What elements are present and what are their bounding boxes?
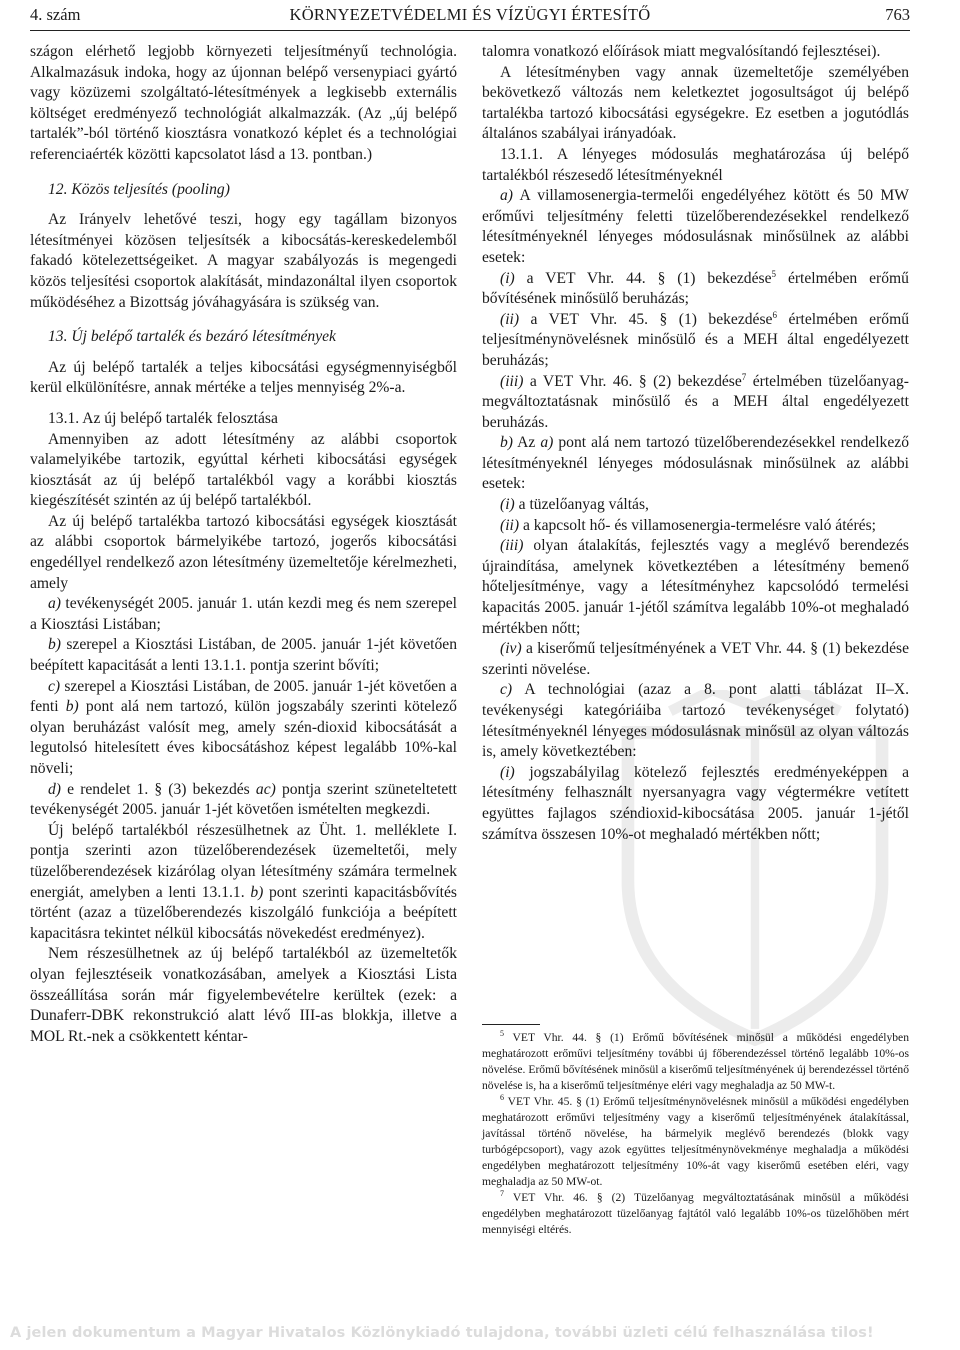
footnotes [482,1030,909,1238]
list-label: b) [500,434,513,452]
left-column [30,42,457,1047]
journal-title: KÖRNYEZETVÉDELMI ÉS VÍZÜGYI ÉRTESÍTŐ [289,5,651,24]
list-text: tevékenységét 2005. január 1. után kezdi meg és nem szerepel a Kiosztási Listában; [30,595,457,633]
list-label: (ii) [500,310,520,328]
list-item [482,680,909,762]
list-item [482,639,909,680]
footnote-number: 6 [500,1093,504,1103]
list-item [482,186,909,268]
footnote-ref: 6 [772,309,777,320]
list-label: (iii) [500,372,524,390]
list-item [482,310,909,372]
list-text: a kapcsolt hő- és villamosenergia-termelésre való átérés; [522,516,876,534]
paragraph: Az új belépő tartalék a teljes kibocsátási egységmennyiségből kerül elkülönítésre, annak mértéke a teljes mennyiség 2%-a. [30,358,457,397]
list-item [482,495,909,516]
list-item [482,433,909,495]
paragraph: szágon elérhető legjobb környezeti teljesítményű technológia. Alkalmazásuk indoka, hogy az újonnan belépő versenypiaci gyártó vagy közüzemi szolgáltató-létesítmények a legkisebb externális költséget eredményező technológiát alkalmazzák. (Az „új belépő tartalék”-ból történő kiosztásra vonatkozó képlet és a technológiai referenciaérték közötti kapcsolatot lásd a 13. pontban.) [30,43,457,163]
issue-number: 4. szám [30,5,81,24]
list-text: pont alá nem tartozó, külön jogszabály szerinti kötelező olyan beruházást valósít meg, amely szén-dioxid kibocsátását a legutolsó hitelesített éves kibocsátáshoz képest legalább 10%-kal növeli; [30,698,457,777]
list-item [482,516,909,537]
list-label: (i) [500,269,515,287]
paragraph: Amennyiben az adott létesítmény az alábbi csoportok valamelyikébe tartozik, egyúttal kérheti kibocsátási egységek kiosztását az új belépő tartalékból vagy a korábbi kiosztás kiegészítését szintén az új belépő tartalékból. [30,430,457,510]
paragraph: A létesítményben vagy annak üzemeltetője személyében bekövetkező változás nem keletkeztet jogosultságot új belépő tartalékba tartozó kibocsátási egységekre. Ez esetben a jogutódlás általános szabályai irányadóak. [482,63,909,143]
footnote-text: VET Vhr. 46. § (2) Tüzelőanyag megváltoztatásának minősül a működési engedélyben meghatározott tüzelőanyag fajtától való legalább 10%-os tüzelőhöben mért mennyiségi eltérés. [482,1191,909,1236]
footnote [482,1030,909,1094]
list-text: jogszabályilag kötelező fejlesztés eredményeképpen a létesítmény felhasznált nyersanyagra vagy végtermékre vetített együttes fajlagos széndioxid-kibocsátása 2005. január 1-jétől számítva összesen 10%-ot meghaladó mértékben nőtt; [482,763,909,843]
list-item [482,269,909,310]
copyright-notice: A jelen dokumentum a Magyar Hivatalos Közlönykiadó tulajdona, további üzleti célú felhasználása tilos! [10,1325,874,1341]
list-text: értelmében erőmű teljesítménynövelésnek minősülő és a MEH által engedélyezett beruházás; [482,310,909,369]
list-item [30,635,457,676]
list-label: b) [48,636,61,654]
footnote-number: 7 [500,1189,504,1199]
list-text: a VET Vhr. 46. § (2) bekezdése [529,372,742,390]
list-text: olyan átalakítás, fejlesztés vagy a meglévő berendezés újraindítása, amelynek következtében a létesítmény bemenő hőteljesítménye, vagy a létesítményhez kapcsolódó termelési kapacitás 2005. január 1-jétől számítva legalább 10%-ot meghaladó mértékben nőtt; [482,537,909,637]
list-text: a tüzelőanyag váltás, [518,496,649,514]
list-item [30,594,457,635]
footnote [482,1190,909,1238]
section-heading-12: 12. Közös teljesítés (pooling) [48,180,230,198]
list-label: (iii) [500,537,524,555]
list-text: A technológiai (azaz a 8. pont alatti táblázat II–X. tevékenységi kategóriáiba tartozó tevékenységet folytató) létesítményeknél lényeges módosulásnak minősül az olyan változás is, amely következtében: [482,681,909,761]
list-text: e rendelet 1. § (3) bekezdés [67,780,250,798]
list-item [482,372,909,434]
paragraph-text: Új belépő tartalékból részesülhetnek az Üht. 1. melléklete I. pontja szerinti azon tüzelőberendezések üzemeltetői, mely tüzelőberendezések kizárólag olyan létesítmény számára termelnek energiát, amelyben a lenti 13.1.1. [30,821,457,901]
page-header [30,4,910,31]
footnote-ref: 7 [741,371,747,382]
list-ref: b) [65,698,79,716]
list-label: c) [48,677,61,695]
footnote-text: VET Vhr. 44. § (1) Erőmű bővítésének minősül a működési engedélyben meghatározott erőművi teljesítmény további új főberendezéssel történő legalább 10%-os növelése. Erőmű bővítésének minősül a kiserőmű teljesítményének új berendezéssel történő növelése is, ha a kiserőmű teljesítménye eléri vagy meghaladja az 50 MW-t. [482,1031,909,1092]
list-item [30,677,457,780]
list-ref: a) [540,434,554,452]
list-label: (ii) [500,516,520,534]
paragraph-text: pont szerinti kapacitásbővítés történt (azaz a tüzelőberendezés kiszolgáló funkciója a beépített kapacitásra tekintet nélkül kibocsátás növekedést eredményez). [30,883,457,942]
list-item [482,763,909,845]
list-text: szerepel a Kiosztási Listában, de 2005. január 1-jét követően beépített kapacitását a lenti 13.1.1. pontja szerint bővíti; [30,636,457,675]
paragraph: Az Irányelv lehetővé teszi, hogy egy tagállam bizonyos létesítményei közösen teljesítsék a kibocsátás-kereskedelemből fakadó kötelezettségeiket. A magyar szabályozás is megengedi közös teljesítési csoportok alakítását, mindazonáltal ilyen csoportok működéséhez a Bizottság jóváhagyására is szükség van. [30,211,457,311]
list-text: Az [517,434,536,452]
subsection-heading-13-1-1: 13.1.1. A lényeges módosulás meghatározása új belépő tartalékból részesedő létesítményeknél [482,145,909,184]
footnote [482,1094,909,1190]
list-text: A villamosenergia-termelői engedélyéhez kötött és 50 MW erőművi teljesítmény feletti tüzelőberendezésekkel rendelkező létesítményeknél lényeges módosulásnak minősülnek az alábbi esetek: [482,187,909,266]
footnote-number: 5 [500,1029,504,1039]
footnote-ref: 5 [771,268,776,279]
paragraph [30,821,457,945]
list-label: d) [48,780,61,798]
list-label: (i) [500,496,515,514]
list-text: a kiserőmű teljesítményének a VET Vhr. 44. § (1) bekezdése szerinti növelése. [482,640,909,678]
footnote-divider [482,1024,540,1025]
page-number: 763 [885,5,910,24]
list-label: a) [48,595,61,613]
list-text: pont alá nem tartozó tüzelőberendezésekkel rendelkező létesítményeknél lényeges módosulásnak minősülnek az alábbi esetek: [482,434,909,493]
paragraph: Az új belépő tartalékba tartozó kibocsátási egységek kiosztását az alábbi csoportok bármelyikébe tartozó, jogerős kibocsátási engedéllyel rendelkező azon létesítmény üzemeltetője kérelmezheti, amely [30,512,457,592]
list-item [30,780,457,821]
list-item [482,536,909,639]
paragraph: talomra vonatkozó előírások miatt megvalósítandó fejlesztései). [482,43,881,60]
section-heading-13: 13. Új belépő tartalék és bezáró létesítmények [48,328,336,346]
list-ref: b) [250,883,264,901]
list-text: szerepel a Kiosztási Listában, de 2005. január 1-jét követően a fenti [30,677,457,716]
paragraph: Nem részesülhetnek az új belépő tartalékból az üzemeltetők olyan fejlesztéseik vonatkozásában, amelyek a Kiosztási Lista összeállítása során már figyelembevételre kerültek (ezek: a Dunaferr-DBK rekonstrukció alatt lévő III-as blokkja, illetve a MOL Rt.-nek a csökkentett kéntar- [30,945,457,1045]
list-label: c) [500,681,513,699]
right-column [482,42,909,845]
list-text: értelmében erőmű bővítésének minősülő beruházás; [482,269,909,308]
list-label: (iv) [500,640,522,658]
subsection-heading-13-1: 13.1. Az új belépő tartalék felosztása [48,409,278,427]
list-ref: ac) [255,780,276,798]
list-label: a) [500,187,513,205]
list-text: a VET Vhr. 45. § (1) bekezdése [530,310,773,328]
footnote-text: VET Vhr. 45. § (1) Erőmű teljesítménynövelésnek minősül a működési engedélyben meghatározott erőművi teljesítmény vagy a kiserőmű teljesítményének átalakítással, javítással történő növelése, ha bármelyik meglévő berendezés (blokk vagy turbógépcsoport), vagy azok együttes teljesítménynövekménye meghaladja a működési engedélyben meghatározott teljesítmény 10%-át vagy kiserőmű esetében eléri, vagy meghaladja az 50 MW-ot. [482,1095,909,1188]
list-text: értelmében tüzelőanyag-megváltoztatásnak minősülő és a MEH által engedélyezett beruházás. [482,372,909,431]
list-text: pontja szerint szüneteltetett tevékenységét 2005. január 1-jét követően ismételten megkezdi. [30,780,458,819]
list-label: (i) [500,763,515,781]
list-text: a VET Vhr. 44. § (1) bekezdése [526,269,772,287]
